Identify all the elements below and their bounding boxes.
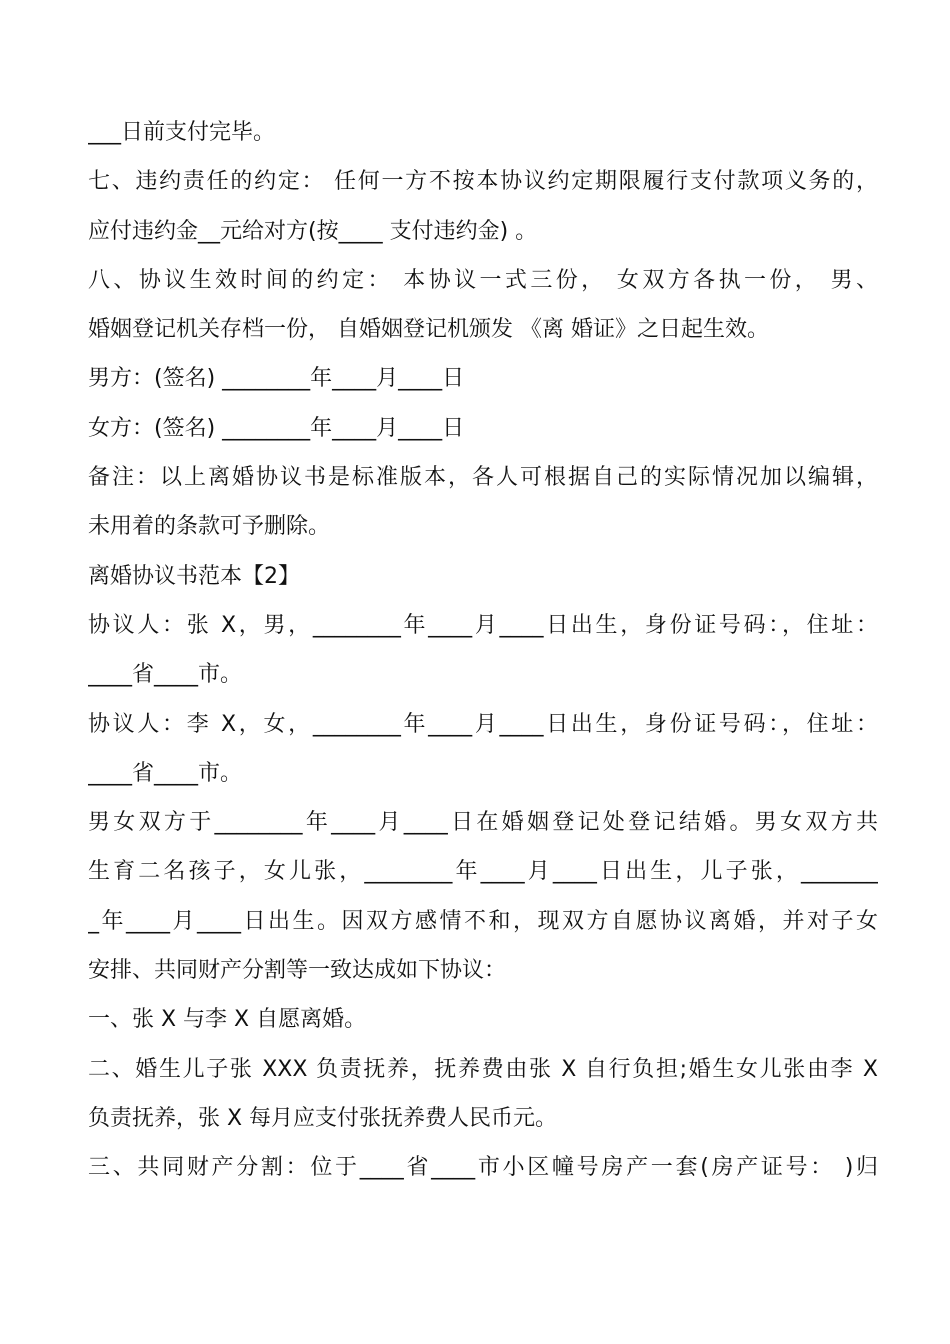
text-line: 应付违约金__元给对方(按____ 支付违约金) 。 bbox=[88, 218, 538, 244]
text-line: 七、违约责任的约定： 任何一方不按本协议约定期限履行支付款项义务的， bbox=[88, 169, 878, 195]
text-line: 负责抚养，张 X 每月应支付张抚养费人民币元。 bbox=[88, 1105, 558, 1131]
text-line: 一、张 X 与李 X 自愿离婚。 bbox=[88, 1007, 367, 1033]
text-line: 八、协议生效时间的约定： 本协议一式三份， 女双方各执一份， 男、 bbox=[88, 267, 878, 293]
text-line: 婚姻登记机关存档一份， 自婚姻登记机颁发 《离 婚证》之日起生效。 bbox=[88, 317, 769, 343]
text-line: 安排、共同财产分割等一致达成如下协议： bbox=[88, 958, 507, 984]
text-line: 男女双方于________年____月____日在婚姻登记处登记结婚。男女双方共 bbox=[88, 810, 878, 836]
text-line: _年____月____日出生。因双方感情不和，现双方自愿协议离婚，并对子女 bbox=[88, 908, 878, 934]
text-line: 三、共同财产分割：位于____省____市小区幢号房产一套(房产证号： )归 bbox=[88, 1155, 878, 1181]
text-line: 生育二名孩子，女儿张，________年____月____日出生，儿子张，_______ bbox=[88, 859, 878, 885]
text-line: 协议人：李 X，女，________年____月____日出生，身份证号码：，住址： bbox=[88, 711, 878, 737]
text-line: 二、婚生儿子张 XXX 负责抚养，抚养费由张 X 自行负担;婚生女儿张由李 X bbox=[88, 1056, 878, 1082]
text-line: ____省____市。 bbox=[88, 662, 243, 688]
text-line: ___日前支付完毕。 bbox=[88, 120, 276, 145]
text-line: ____省____市。 bbox=[88, 760, 243, 786]
document-body bbox=[88, 108, 878, 1193]
section-heading: 离婚协议书范本【2】 bbox=[88, 563, 300, 589]
text-line: 协议人：张 X，男，________年____月____日出生，身份证号码：，住址： bbox=[88, 612, 878, 638]
text-line: 男方：(签名) ________年____月____日 bbox=[88, 366, 465, 392]
text-line: 女方：(签名) ________年____月____日 bbox=[88, 415, 465, 441]
text-line: 未用着的条款可予删除。 bbox=[88, 514, 331, 540]
text-line: 备注：以上离婚协议书是标准版本，各人可根据自己的实际情况加以编辑， bbox=[88, 465, 878, 491]
